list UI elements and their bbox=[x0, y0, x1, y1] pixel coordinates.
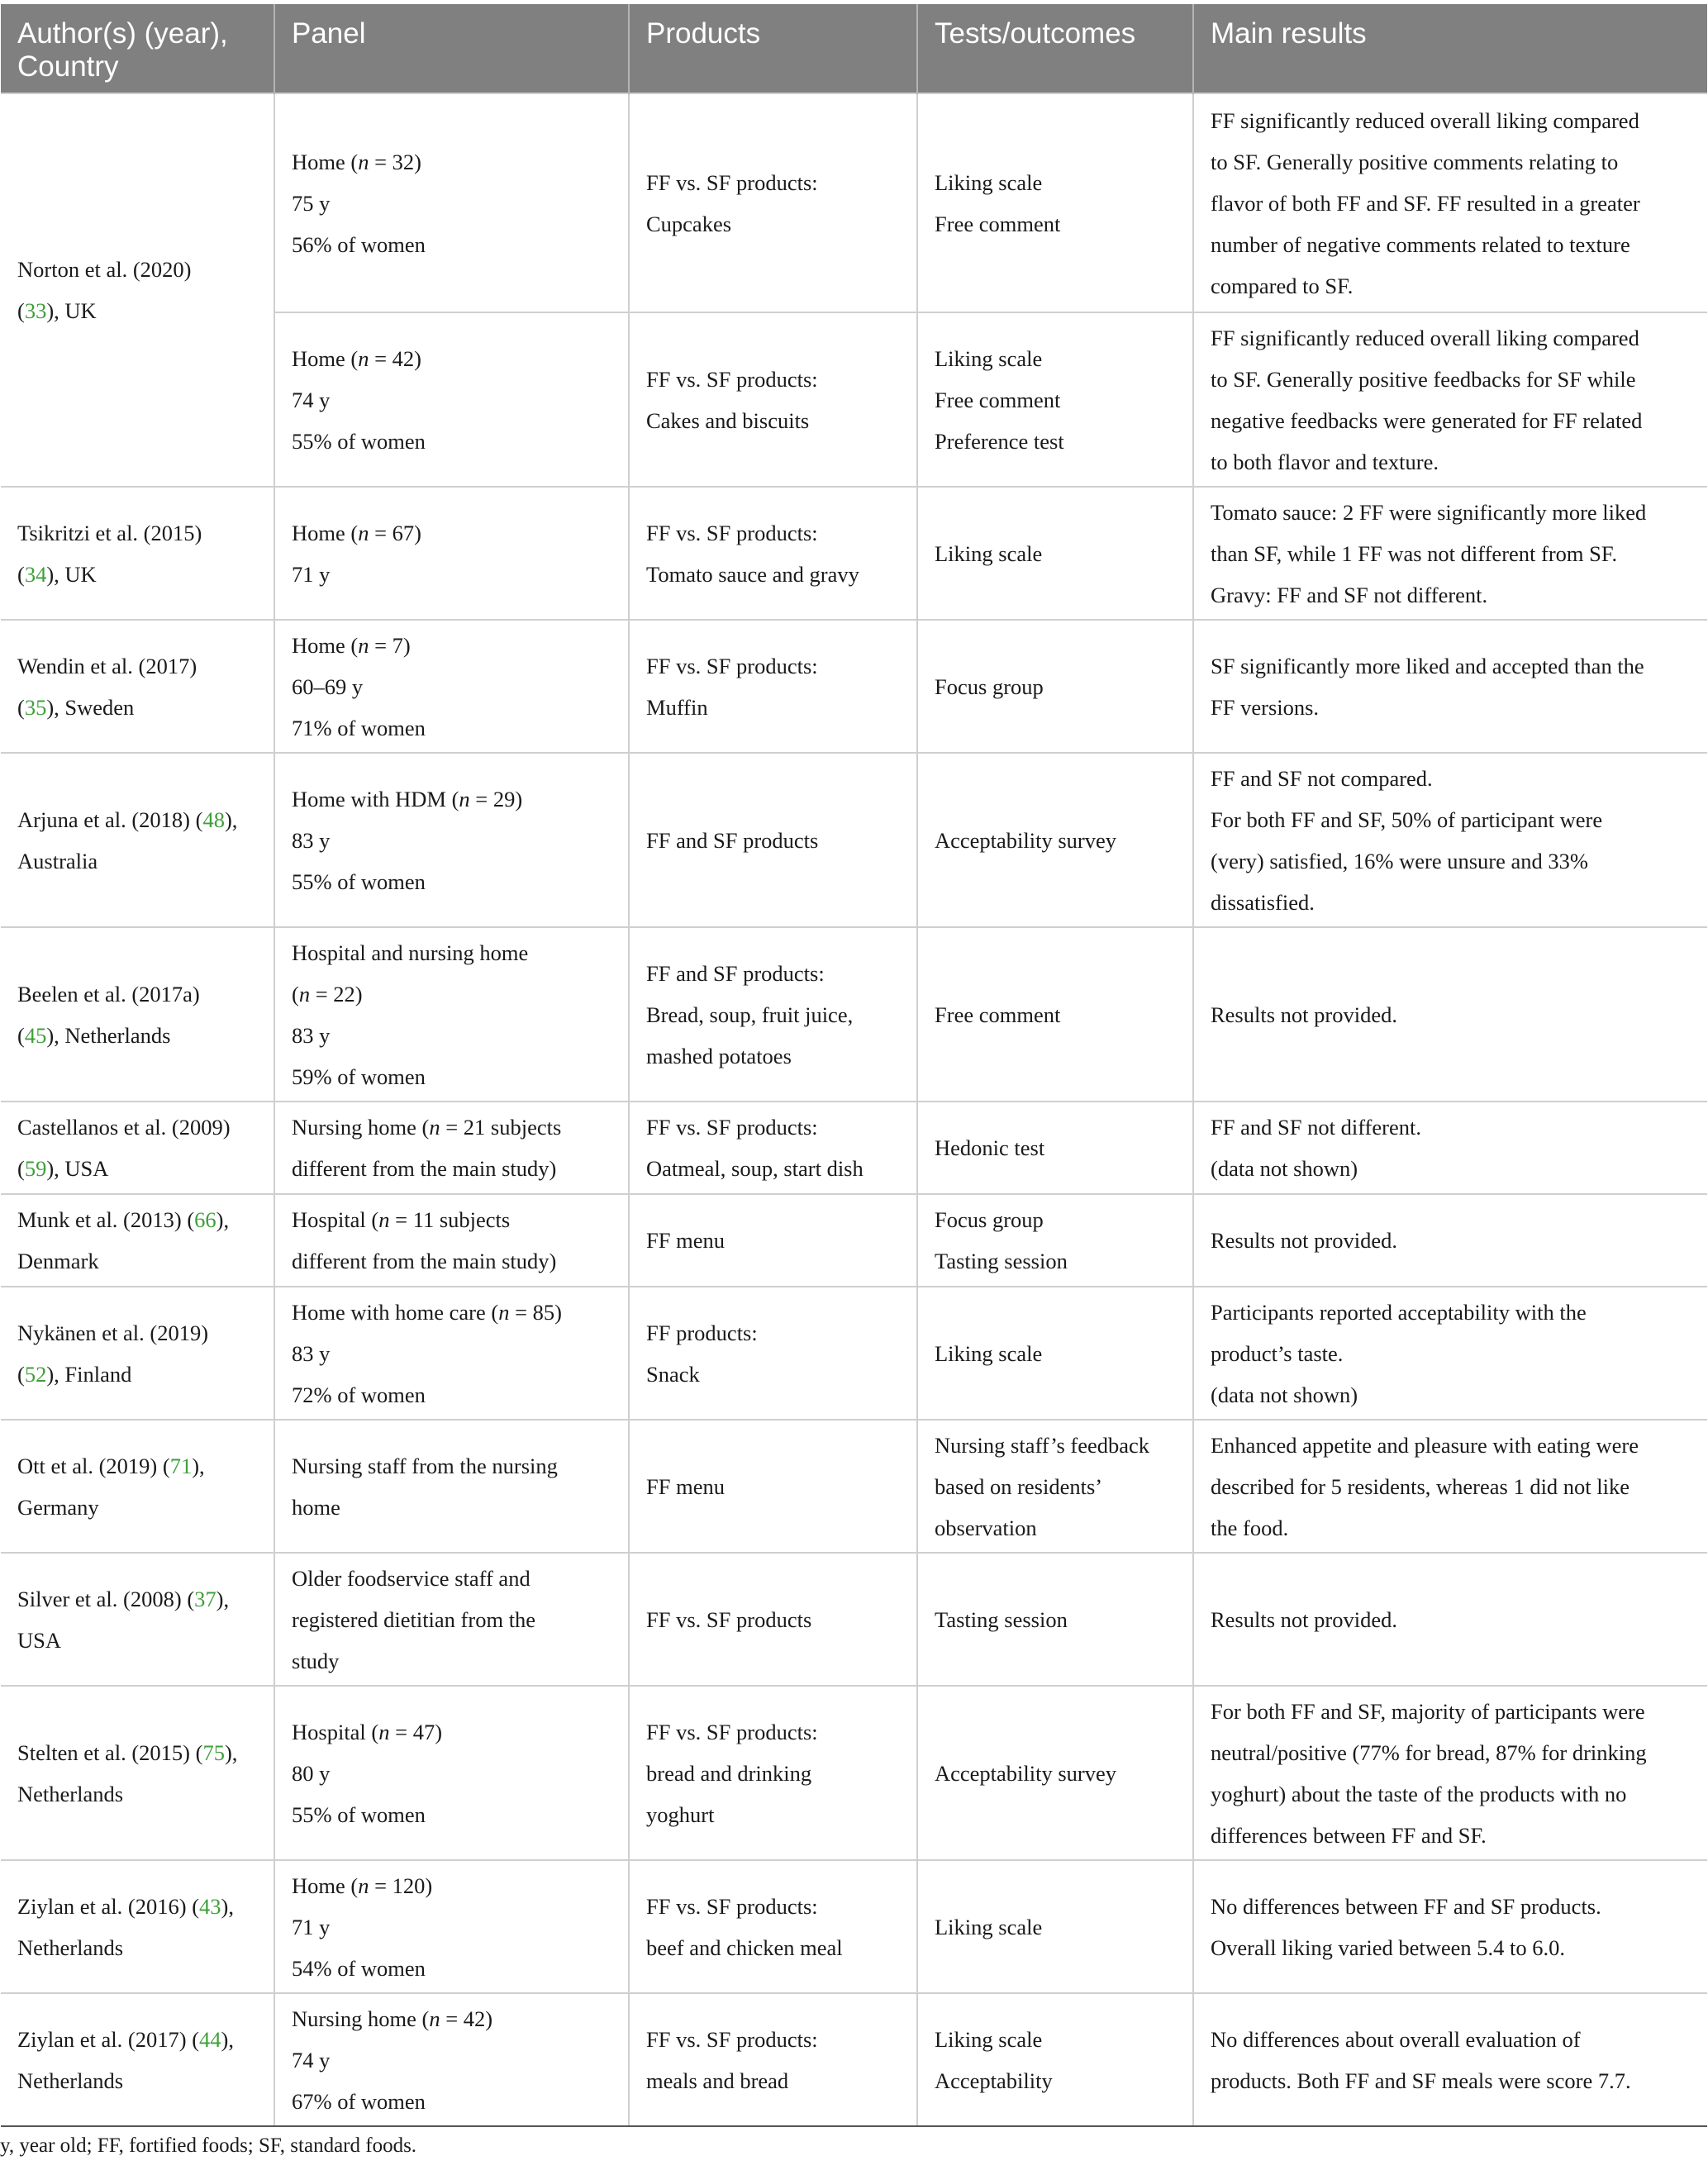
cell-products-line: FF products: bbox=[646, 1320, 758, 1345]
cell-panel bbox=[274, 620, 629, 753]
header-author-line-1: Author(s) (year), bbox=[17, 17, 228, 50]
cell-products-line: FF vs. SF products: bbox=[646, 169, 818, 195]
header-products: Products bbox=[629, 4, 917, 93]
cell-results bbox=[1193, 1686, 1707, 1860]
cell-results-line: (data not shown) bbox=[1211, 1382, 1358, 1407]
cell-author bbox=[1, 753, 274, 927]
table-row bbox=[1, 1686, 1707, 1860]
header-row bbox=[1, 4, 1707, 93]
cell-panel-line: Home (n = 32) bbox=[292, 149, 421, 174]
cell-results bbox=[1193, 1860, 1707, 1993]
cell-results-line: Results not provided. bbox=[1211, 1606, 1397, 1632]
cell-tests-line: Tasting session bbox=[935, 1249, 1068, 1273]
cell-results-line: Results not provided. bbox=[1211, 1228, 1397, 1253]
cell-author-line: Tsikritzi et al. (2015) bbox=[17, 520, 202, 545]
cell-tests bbox=[917, 1287, 1193, 1420]
header-panel: Panel bbox=[274, 4, 629, 93]
cell-products-line: FF menu bbox=[646, 1228, 725, 1253]
cell-author bbox=[1, 1993, 274, 2126]
cell-results bbox=[1193, 620, 1707, 753]
cell-author-line: Germany bbox=[17, 1494, 99, 1520]
cell-panel-line: 71% of women bbox=[292, 715, 426, 740]
cell-panel-line: Nursing home (n = 42) bbox=[292, 2006, 493, 2031]
cell-author-line: (35), Sweden bbox=[17, 694, 135, 720]
cell-panel bbox=[274, 1860, 629, 1993]
sample-size-n: n bbox=[498, 1299, 510, 1325]
cell-author-line: Netherlands bbox=[17, 1934, 124, 1960]
cell-tests-line: Hedonic test bbox=[935, 1135, 1045, 1160]
cell-tests bbox=[917, 1553, 1193, 1686]
cell-panel-line: registered dietitian from the bbox=[292, 1606, 536, 1632]
cell-panel-line: 54% of women bbox=[292, 1955, 426, 1981]
cell-author-line: Stelten et al. (2015) (75), bbox=[17, 1739, 238, 1765]
cell-author-line: Munk et al. (2013) (66), bbox=[17, 1207, 230, 1232]
table-row bbox=[1, 1993, 1707, 2126]
cell-tests-line: Nursing staff’s feedback bbox=[935, 1432, 1150, 1458]
cell-results-line: Tomato sauce: 2 FF were significantly more liked bbox=[1211, 499, 1647, 525]
cell-panel-line: Older foodservice staff and bbox=[292, 1565, 530, 1591]
cell-products bbox=[629, 312, 917, 487]
cell-panel-line: home bbox=[292, 1494, 340, 1520]
cell-products-line: Tomato sauce and gravy bbox=[646, 561, 859, 587]
table-row bbox=[1, 1102, 1707, 1194]
cell-products-line: FF vs. SF products: bbox=[646, 653, 818, 678]
cell-author bbox=[1, 93, 274, 487]
sample-size-n: n bbox=[459, 786, 470, 811]
cell-products-line: Cakes and biscuits bbox=[646, 407, 810, 433]
cell-tests-line: Free comment bbox=[935, 1002, 1061, 1027]
cell-tests-line: Acceptability survey bbox=[935, 1760, 1117, 1786]
cell-results bbox=[1193, 1993, 1707, 2126]
reference-link[interactable]: 34 bbox=[24, 561, 47, 587]
reference-link[interactable]: 59 bbox=[24, 1156, 47, 1181]
cell-products bbox=[629, 1860, 917, 1993]
cell-author-line: Ott et al. (2019) (71), bbox=[17, 1453, 205, 1478]
cell-tests-line: Liking scale bbox=[935, 1340, 1043, 1366]
cell-results bbox=[1193, 753, 1707, 927]
cell-results-line: dissatisfied. bbox=[1211, 889, 1315, 915]
cell-products-line: Muffin bbox=[646, 694, 708, 720]
cell-results-line: to SF. Generally positive comments relating to bbox=[1211, 149, 1619, 174]
cell-panel bbox=[274, 312, 629, 487]
cell-products-line: FF vs. SF products: bbox=[646, 520, 818, 545]
cell-results bbox=[1193, 1102, 1707, 1194]
header-author-line-2: Country bbox=[17, 50, 119, 83]
cell-author bbox=[1, 927, 274, 1102]
cell-panel bbox=[274, 93, 629, 312]
cell-panel-line: 74 y bbox=[292, 387, 331, 412]
cell-author-line: USA bbox=[17, 1627, 62, 1653]
cell-tests bbox=[917, 1993, 1193, 2126]
cell-products bbox=[629, 1102, 917, 1194]
cell-results-line: flavor of both FF and SF. FF resulted in a greater bbox=[1211, 190, 1640, 216]
reference-link[interactable]: 33 bbox=[24, 298, 47, 323]
cell-tests-line: Liking scale bbox=[935, 1914, 1043, 1939]
cell-panel bbox=[274, 927, 629, 1102]
cell-results-line: Overall liking varied between 5.4 to 6.0. bbox=[1211, 1934, 1566, 1960]
reference-link[interactable]: 43 bbox=[199, 1893, 221, 1919]
reference-link[interactable]: 48 bbox=[202, 807, 225, 832]
cell-products bbox=[629, 1420, 917, 1553]
reference-link[interactable]: 44 bbox=[199, 2026, 221, 2052]
cell-products-line: Snack bbox=[646, 1361, 700, 1387]
cell-results-line: product’s taste. bbox=[1211, 1340, 1344, 1366]
cell-products-line: FF menu bbox=[646, 1473, 725, 1499]
cell-tests bbox=[917, 312, 1193, 487]
cell-panel bbox=[274, 1686, 629, 1860]
sample-size-n: n bbox=[298, 981, 311, 1006]
cell-results-line: FF versions. bbox=[1211, 694, 1320, 720]
cell-products bbox=[629, 927, 917, 1102]
reference-link[interactable]: 45 bbox=[24, 1022, 47, 1048]
cell-author bbox=[1, 1102, 274, 1194]
cell-results-line: FF significantly reduced overall liking compared bbox=[1211, 325, 1639, 350]
cell-results-line: Results not provided. bbox=[1211, 1002, 1397, 1027]
cell-panel-line: 80 y bbox=[292, 1760, 331, 1786]
cell-products-line: yoghurt bbox=[646, 1801, 715, 1827]
reference-link[interactable]: 66 bbox=[194, 1207, 216, 1232]
cell-author-line: Ziylan et al. (2016) (43), bbox=[17, 1893, 234, 1919]
cell-products-line: meals and bread bbox=[646, 2068, 789, 2093]
cell-results-line: to both flavor and texture. bbox=[1211, 449, 1439, 474]
sample-size-n: n bbox=[378, 1207, 390, 1232]
cell-author bbox=[1, 1686, 274, 1860]
cell-results-line: products. Both FF and SF meals were score 7.7. bbox=[1211, 2068, 1631, 2093]
cell-products-line: FF vs. SF products: bbox=[646, 366, 818, 392]
cell-tests-line: Liking scale bbox=[935, 169, 1043, 195]
cell-results-line: For both FF and SF, majority of participants were bbox=[1211, 1698, 1645, 1724]
cell-results bbox=[1193, 312, 1707, 487]
header-tests: Tests/outcomes bbox=[917, 4, 1193, 93]
cell-panel-line: 55% of women bbox=[292, 868, 426, 894]
cell-tests-line: Acceptability survey bbox=[935, 827, 1117, 853]
cell-results-line: neutral/positive (77% for bread, 87% for drinking bbox=[1211, 1739, 1647, 1765]
cell-tests-line: Focus group bbox=[935, 673, 1044, 699]
cell-products bbox=[629, 1194, 917, 1287]
cell-author bbox=[1, 620, 274, 753]
cell-panel-line: 75 y bbox=[292, 190, 331, 216]
cell-results bbox=[1193, 93, 1707, 312]
table-row bbox=[1, 1420, 1707, 1553]
cell-products-line: FF vs. SF products: bbox=[646, 1893, 818, 1919]
cell-author-line: Arjuna et al. (2018) (48), bbox=[17, 807, 238, 832]
header-results: Main results bbox=[1193, 4, 1707, 93]
cell-products-line: FF vs. SF products: bbox=[646, 1719, 818, 1744]
cell-products-line: Cupcakes bbox=[646, 211, 732, 236]
cell-author-line: Silver et al. (2008) (37), bbox=[17, 1586, 230, 1611]
cell-results-line: Participants reported acceptability with the bbox=[1211, 1299, 1587, 1325]
cell-panel-line: 59% of women bbox=[292, 1064, 426, 1089]
cell-results-line: FF and SF not compared. bbox=[1211, 765, 1433, 791]
cell-author-line: Nykänen et al. (2019) bbox=[17, 1320, 209, 1345]
cell-results-line: described for 5 residents, whereas 1 did not like bbox=[1211, 1473, 1630, 1499]
cell-author bbox=[1, 1860, 274, 1993]
cell-panel-line: 56% of women bbox=[292, 231, 426, 257]
cell-tests bbox=[917, 1860, 1193, 1993]
table-row bbox=[1, 487, 1707, 620]
cell-results bbox=[1193, 1420, 1707, 1553]
cell-panel bbox=[274, 1993, 629, 2126]
table-row bbox=[1, 1860, 1707, 1993]
cell-tests bbox=[917, 1102, 1193, 1194]
cell-author-line: Ziylan et al. (2017) (44), bbox=[17, 2026, 234, 2052]
cell-panel-line: 83 y bbox=[292, 1022, 331, 1048]
cell-author-line: (59), USA bbox=[17, 1156, 109, 1181]
cell-results-line: (data not shown) bbox=[1211, 1156, 1358, 1181]
table-header bbox=[1, 4, 1707, 93]
cell-results-line: No differences between FF and SF products. bbox=[1211, 1893, 1601, 1919]
cell-author-line: Castellanos et al. (2009) bbox=[17, 1115, 231, 1140]
sample-size-n: n bbox=[429, 1115, 440, 1140]
cell-author-line: Australia bbox=[17, 848, 98, 873]
sample-size-n: n bbox=[358, 1873, 369, 1898]
cell-results-line: No differences about overall evaluation of bbox=[1211, 2026, 1581, 2052]
cell-author bbox=[1, 1420, 274, 1553]
cell-results bbox=[1193, 927, 1707, 1102]
cell-author-line: Netherlands bbox=[17, 2068, 124, 2093]
cell-products-line: FF vs. SF products: bbox=[646, 1115, 818, 1140]
cell-results-line: compared to SF. bbox=[1211, 273, 1354, 298]
table-footnote: y, year old; FF, fortified foods; SF, standard foods. bbox=[0, 2134, 417, 2157]
cell-products bbox=[629, 487, 917, 620]
cell-panel-line: Home (n = 67) bbox=[292, 520, 421, 545]
table-row bbox=[1, 1287, 1707, 1420]
cell-results bbox=[1193, 1553, 1707, 1686]
cell-author-line: (34), UK bbox=[17, 561, 97, 587]
cell-panel-line: 74 y bbox=[292, 2047, 331, 2072]
cell-products-line: FF vs. SF products: bbox=[646, 2026, 818, 2052]
cell-panel-line: different from the main study) bbox=[292, 1249, 557, 1273]
cell-author-line: (52), Finland bbox=[17, 1361, 132, 1387]
reference-link[interactable]: 71 bbox=[169, 1453, 193, 1478]
cell-results-line: FF and SF not different. bbox=[1211, 1115, 1421, 1140]
sample-size-n: n bbox=[429, 2006, 440, 2031]
sample-size-n: n bbox=[358, 520, 369, 545]
cell-panel bbox=[274, 1553, 629, 1686]
table-row bbox=[1, 927, 1707, 1102]
cell-products-line: FF vs. SF products bbox=[646, 1606, 812, 1632]
cell-author-line: Netherlands bbox=[17, 1781, 124, 1806]
cell-results-line: to SF. Generally positive feedbacks for SF while bbox=[1211, 366, 1636, 392]
cell-products bbox=[629, 1686, 917, 1860]
cell-author-line: (45), Netherlands bbox=[17, 1022, 171, 1048]
cell-panel-line: 71 y bbox=[292, 1914, 331, 1939]
table-row bbox=[1, 1194, 1707, 1287]
cell-results-line: SF significantly more liked and accepted than the bbox=[1211, 653, 1644, 678]
cell-products bbox=[629, 1993, 917, 2126]
cell-tests-line: observation bbox=[935, 1515, 1037, 1540]
cell-tests bbox=[917, 1420, 1193, 1553]
cell-panel-line: 83 y bbox=[292, 1340, 331, 1366]
cell-tests-line: Focus group bbox=[935, 1207, 1044, 1232]
cell-panel-line: 83 y bbox=[292, 827, 331, 853]
cell-tests-line: Free comment bbox=[935, 211, 1061, 236]
cell-panel-line: 71 y bbox=[292, 561, 331, 587]
cell-results-line: (very) satisfied, 16% were unsure and 33% bbox=[1211, 848, 1588, 873]
cell-tests bbox=[917, 753, 1193, 927]
cell-author bbox=[1, 1194, 274, 1287]
cell-tests bbox=[917, 93, 1193, 312]
cell-panel-line: (n = 22) bbox=[292, 981, 363, 1006]
cell-author-line: Denmark bbox=[17, 1249, 99, 1273]
cell-panel-line: Home (n = 120) bbox=[292, 1873, 433, 1898]
cell-tests-line: based on residents’ bbox=[935, 1473, 1103, 1499]
cell-tests bbox=[917, 1194, 1193, 1287]
cell-results bbox=[1193, 1194, 1707, 1287]
cell-results-line: number of negative comments related to texture bbox=[1211, 231, 1630, 257]
cell-products-line: FF and SF products bbox=[646, 827, 819, 853]
cell-author-line: Norton et al. (2020) bbox=[17, 257, 192, 282]
table-row bbox=[1, 620, 1707, 753]
cell-products bbox=[629, 1553, 917, 1686]
reference-link[interactable]: 37 bbox=[194, 1586, 216, 1611]
cell-panel-line: Home with home care (n = 85) bbox=[292, 1299, 562, 1325]
cell-products bbox=[629, 753, 917, 927]
cell-panel-line: Hospital (n = 47) bbox=[292, 1719, 443, 1744]
cell-author bbox=[1, 1553, 274, 1686]
sample-size-n: n bbox=[358, 149, 369, 174]
cell-panel-line: 60–69 y bbox=[292, 673, 364, 699]
cell-panel-line: Home with HDM (n = 29) bbox=[292, 786, 523, 811]
cell-tests-line: Liking scale bbox=[935, 2026, 1043, 2052]
cell-tests-line: Tasting session bbox=[935, 1606, 1068, 1632]
cell-tests bbox=[917, 487, 1193, 620]
cell-results bbox=[1193, 487, 1707, 620]
cell-results-line: yoghurt) about the taste of the products with no bbox=[1211, 1781, 1627, 1806]
reference-link[interactable]: 52 bbox=[24, 1361, 47, 1387]
cell-results-line: Gravy: FF and SF not different. bbox=[1211, 582, 1488, 607]
cell-products-line: bread and drinking bbox=[646, 1760, 812, 1786]
cell-products-line: Bread, soup, fruit juice, bbox=[646, 1002, 854, 1027]
cell-results-line: the food. bbox=[1211, 1515, 1289, 1540]
table-row bbox=[1, 1553, 1707, 1686]
cell-panel-line: 72% of women bbox=[292, 1382, 426, 1407]
cell-tests-line: Acceptability bbox=[935, 2068, 1053, 2093]
cell-results bbox=[1193, 1287, 1707, 1420]
cell-author-line: Wendin et al. (2017) bbox=[17, 653, 197, 678]
cell-panel bbox=[274, 1287, 629, 1420]
cell-products bbox=[629, 1287, 917, 1420]
sample-size-n: n bbox=[378, 1719, 390, 1744]
cell-author bbox=[1, 487, 274, 620]
reference-link[interactable]: 75 bbox=[202, 1739, 225, 1765]
cell-panel-line: 55% of women bbox=[292, 428, 426, 454]
cell-products-line: FF and SF products: bbox=[646, 960, 825, 986]
cell-results-line: For both FF and SF, 50% of participant were bbox=[1211, 807, 1603, 832]
cell-panel-line: Hospital and nursing home bbox=[292, 940, 529, 965]
review-table bbox=[1, 4, 1707, 2127]
cell-products-line: beef and chicken meal bbox=[646, 1934, 843, 1960]
cell-panel bbox=[274, 487, 629, 620]
cell-panel-line: Nursing home (n = 21 subjects bbox=[292, 1115, 562, 1140]
cell-panel-line: 67% of women bbox=[292, 2088, 426, 2114]
cell-panel-line: study bbox=[292, 1648, 340, 1673]
cell-results-line: negative feedbacks were generated for FF related bbox=[1211, 407, 1643, 433]
cell-panel-line: Home (n = 42) bbox=[292, 345, 421, 371]
cell-tests bbox=[917, 620, 1193, 753]
cell-panel bbox=[274, 1194, 629, 1287]
cell-panel bbox=[274, 1420, 629, 1553]
table-row bbox=[1, 753, 1707, 927]
cell-results-line: than SF, while 1 FF was not different from SF. bbox=[1211, 540, 1618, 566]
cell-tests-line: Liking scale bbox=[935, 540, 1043, 566]
cell-results-line: FF significantly reduced overall liking compared bbox=[1211, 107, 1639, 133]
cell-author-line: Beelen et al. (2017a) bbox=[17, 981, 200, 1006]
sample-size-n: n bbox=[358, 632, 369, 658]
cell-tests-line: Free comment bbox=[935, 387, 1061, 412]
cell-author-line: (33), UK bbox=[17, 298, 97, 323]
cell-author bbox=[1, 1287, 274, 1420]
cell-panel bbox=[274, 753, 629, 927]
cell-products-line: mashed potatoes bbox=[646, 1043, 792, 1068]
cell-products bbox=[629, 93, 917, 312]
table-row bbox=[1, 93, 1707, 312]
cell-results-line: differences between FF and SF. bbox=[1211, 1822, 1487, 1848]
cell-tests-line: Liking scale bbox=[935, 345, 1043, 371]
cell-panel-line: Hospital (n = 11 subjects bbox=[292, 1207, 511, 1232]
cell-tests-line: Preference test bbox=[935, 428, 1064, 454]
cell-tests bbox=[917, 927, 1193, 1102]
cell-panel-line: different from the main study) bbox=[292, 1156, 557, 1181]
header-author bbox=[1, 4, 274, 93]
cell-panel bbox=[274, 1102, 629, 1194]
cell-results-line: Enhanced appetite and pleasure with eating were bbox=[1211, 1432, 1639, 1458]
cell-panel-line: Nursing staff from the nursing bbox=[292, 1453, 558, 1478]
table-body bbox=[1, 93, 1707, 2126]
cell-products-line: Oatmeal, soup, start dish bbox=[646, 1156, 864, 1181]
cell-products bbox=[629, 620, 917, 753]
sample-size-n: n bbox=[358, 345, 369, 371]
reference-link[interactable]: 35 bbox=[24, 694, 47, 720]
cell-panel-line: 55% of women bbox=[292, 1801, 426, 1827]
cell-panel-line: Home (n = 7) bbox=[292, 632, 411, 658]
cell-tests bbox=[917, 1686, 1193, 1860]
